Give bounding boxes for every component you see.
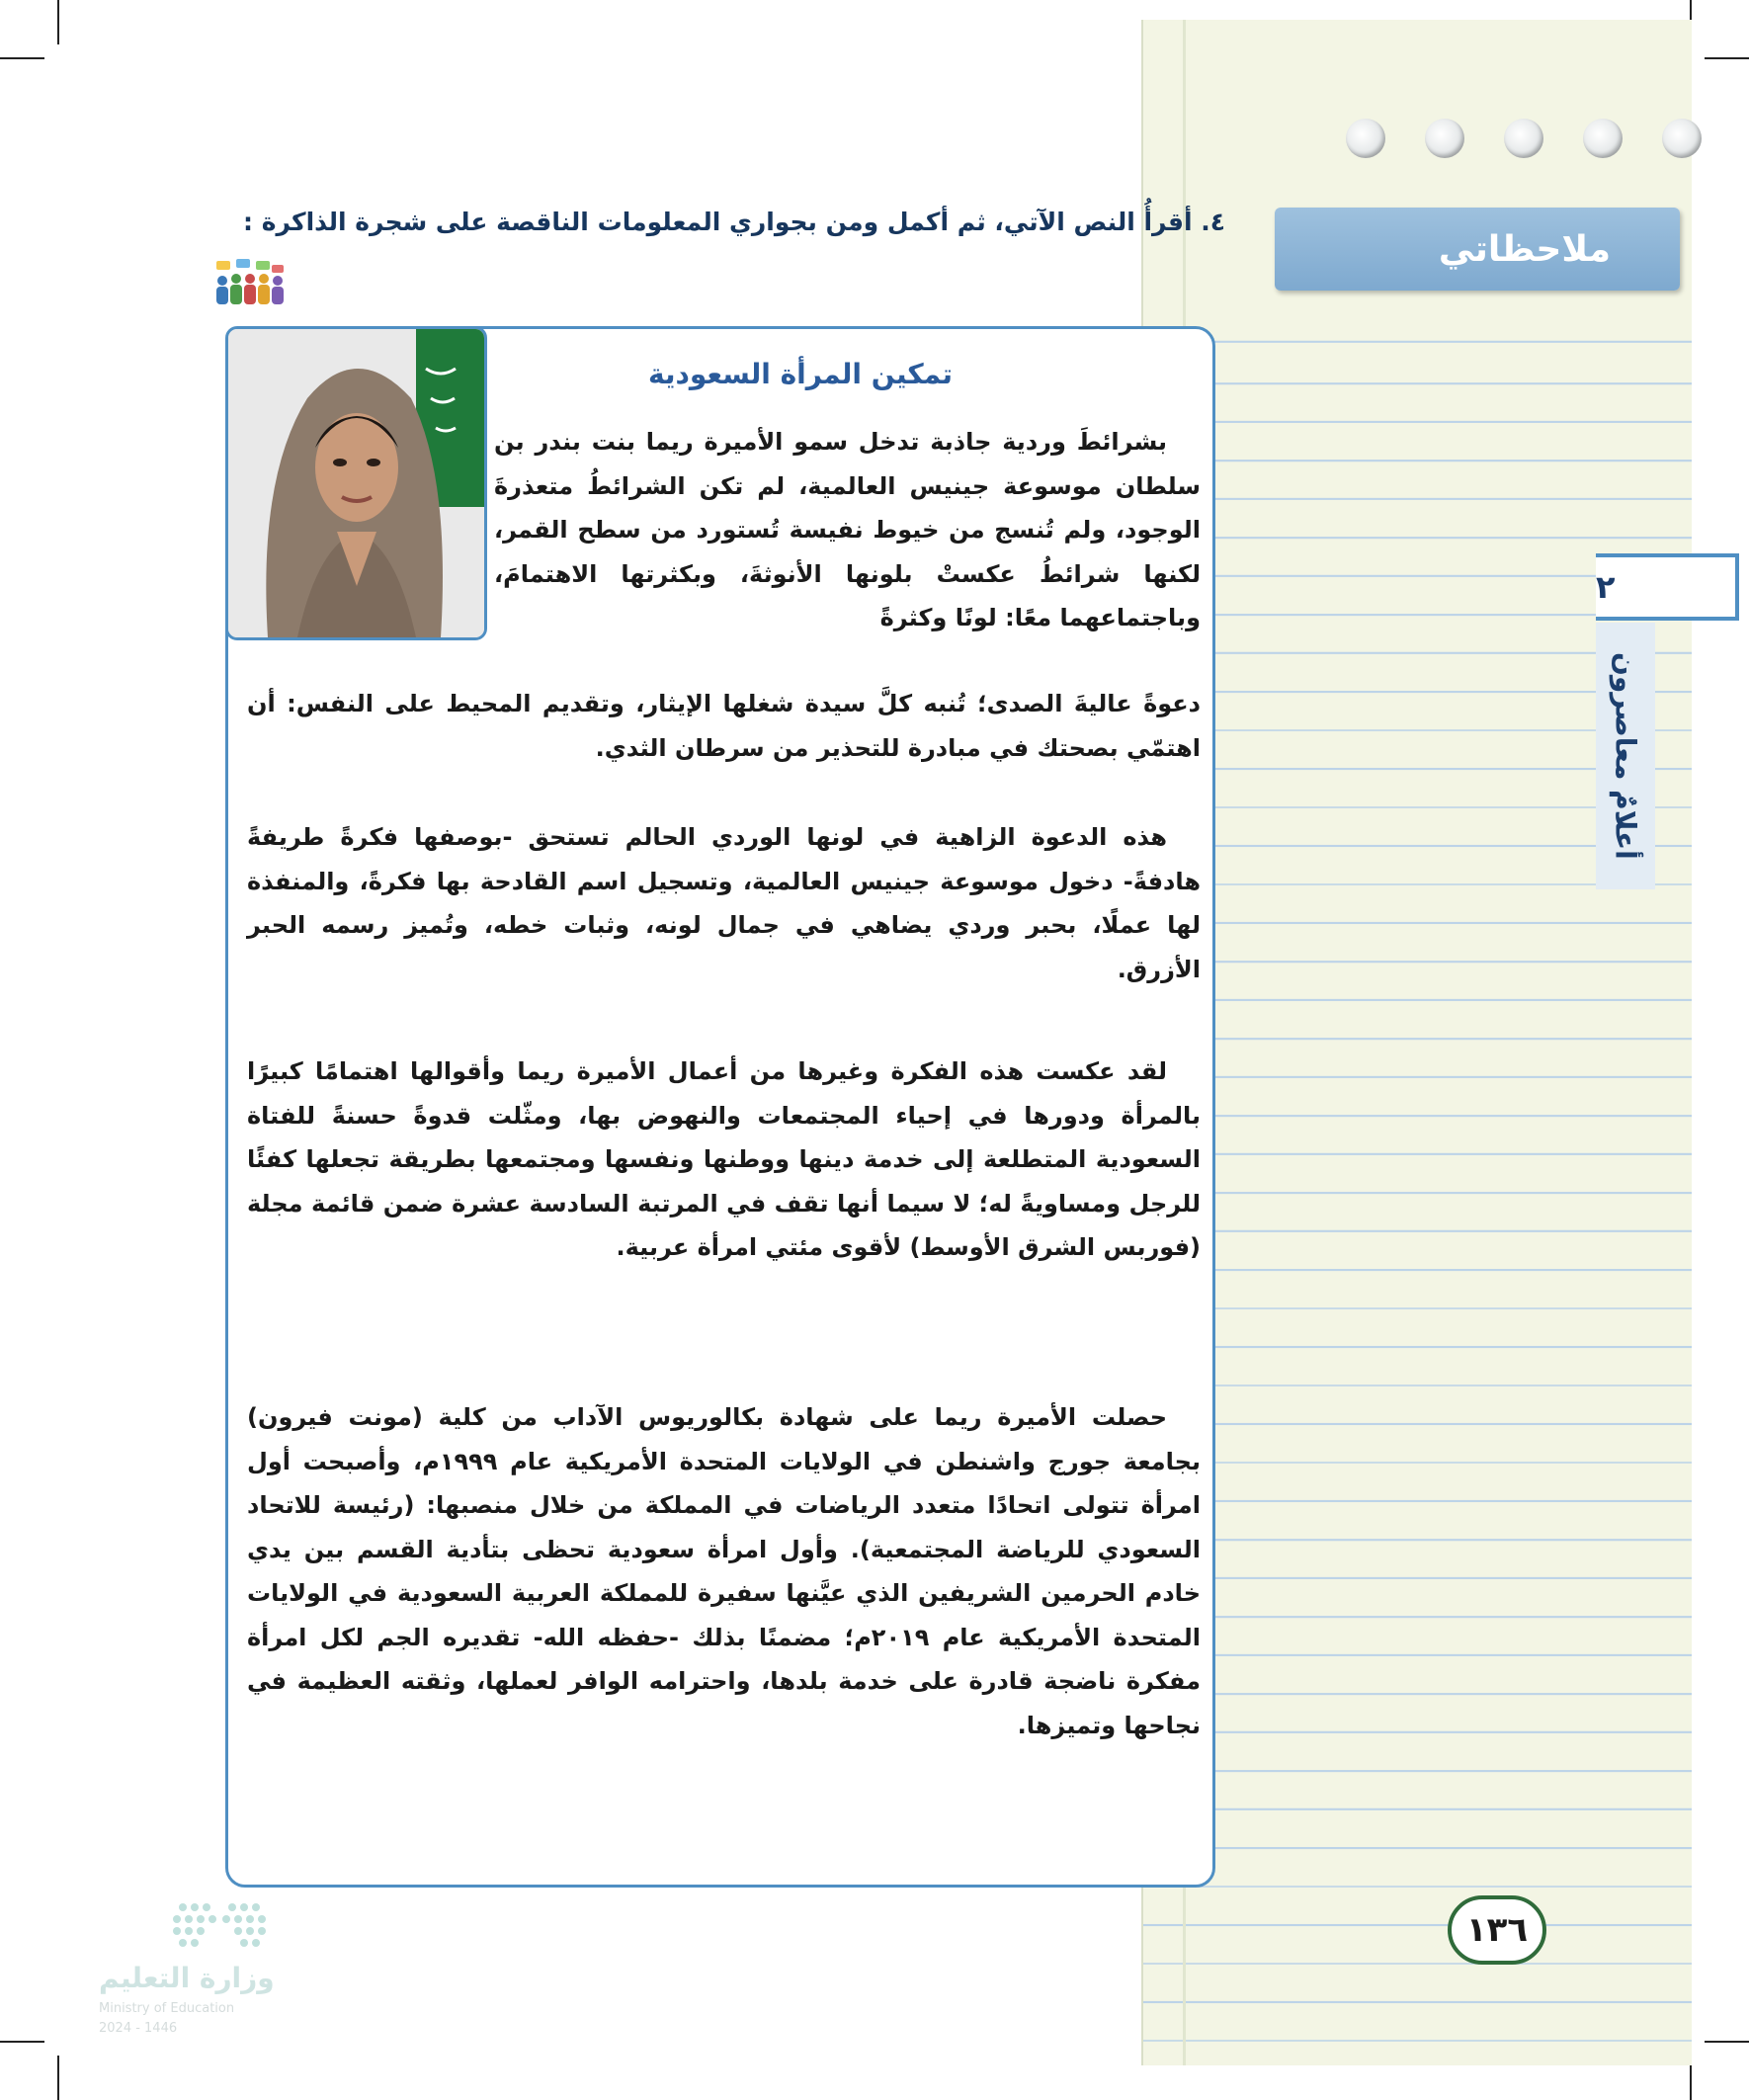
article-paragraph-1-continued: دعوةً عاليةَ الصدى؛ تُنبه كلَّ سيدة شغلها الإيثار، وتقديم المحيط على النفس: أن اهتمّي بصحتك في مبادرة للتحذير من سرطان الثدي. [247,690,1201,762]
ministry-name-english: Ministry of Education [99,2001,235,2016]
ministry-year: 2024 - 1446 [99,2021,178,2036]
crop-mark [1705,2041,1749,2043]
crop-mark [57,0,59,44]
article-paragraph-1-text: بشرائطَ وردية جاذبة تدخل سمو الأميرة ريما بنت بندر بن سلطان موسوعة جينيس العالمية، لم تكن الشرائطُ متعذرةَ الوجود، ولم تُنسج من خيوط نفيسة تُستورد من سطح القمر، لكنها شرائطُ عكستْ بلونها الأنوثةَ، وبكثرتها الاهتمامَ، وباجتماعهما معًا: لونًا وكثرةً [494,428,1201,631]
crop-mark [57,2056,59,2100]
unit-number: ٢ [1596,553,1739,621]
article-paragraph-3-text: لقد عكست هذه الفكرة وغيرها من أعمال الأميرة ريما وأقوالها اهتمامًا كبيرًا بالمرأة ودورها في إحياء المجتمعات والنهوض بها، ومثّلت قدوةً حسنةً للفتاة السعودية المتطلعة إلى خدمة دينها ووطنها ونفسها ومجتمعها بطريقة تجعلها كفئًا للرجل ومساويةً له؛ لا سيما أنها تقف في المرتبة السادسة عشرة ضمن قائمة مجلة (فوربس الشرق الأوسط) لأقوى مئتي امرأة عربية. [247,1057,1201,1261]
exercise-instruction: ٤. أقرأُ النص الآتي، ثم أكمل ومن بجواري المعلومات الناقصة على شجرة الذاكرة : [243,208,1225,236]
article-paragraph-3 [247,1050,1201,1270]
binder-hole [1583,119,1623,158]
ministry-name-arabic: وزارة التعليم [99,1962,275,1994]
crop-mark [0,2041,44,2043]
binder-hole [1346,119,1385,158]
crop-mark [1705,57,1749,59]
article-title: تمكين المرأة السعودية [648,358,953,390]
crop-mark [0,57,44,59]
binder-hole [1662,119,1702,158]
portrait-illustration [228,329,484,637]
binder-hole [1504,119,1543,158]
portrait-photo [225,326,487,640]
article-paragraph-2 [247,815,1201,991]
page-number: ١٣٦ [1448,1895,1546,1965]
article-paragraph-2-text: هذه الدعوة الزاهية في لونها الوردي الحالم تستحق -بوصفها فكرةً طريفةً هادفةً- دخول موسوعة جينيس العالمية، وتسجيل اسم القادحة بها فكرةً، والمنفذة لها عملًا، بحبر وردي يضاهي في جمال لونه، وثبات خطه، وتُميز رسمه الحبر الأزرق. [247,823,1201,983]
notes-sidebar [1141,20,1692,2065]
article-paragraph-1 [494,420,1201,640]
article-paragraph-4 [247,1395,1201,1747]
unit-title-tab [1596,623,1655,889]
unit-title: أعلامٌ معاصرون [1609,652,1642,860]
article-paragraph-4-text: حصلت الأميرة ريما على شهادة بكالوريوس الآداب من كلية (مونت فيرون) بجامعة جورج واشنطن في الولايات المتحدة الأمريكية عام ١٩٩٩م، وأصبحت أول امرأة تتولى اتحادًا متعدد الرياضات في المملكة من خلال منصبها: (رئيسة للاتحاد السعودي للرياضة المجتمعية). وأول امرأة سعودية تحظى بتأدية القسم بين يدي خادم الحرمين الشريفين الذي عيَّنها سفيرة للمملكة العربية السعودية في الولايات المتحدة الأمريكية عام ٢٠١٩م؛ مضمنًا بذلك -حفظه الله- تقديره الجم لكل امرأة مفكرة ناضجة قادرة على خدمة بلدها، واحترامه الوافر لعملها، وثقته العظيمة في نجاحها وتميزها. [247,1403,1201,1739]
binder-hole [1425,119,1464,158]
group-discussion-icon [212,259,287,308]
notes-label: ملاحظاتي [1275,208,1680,291]
